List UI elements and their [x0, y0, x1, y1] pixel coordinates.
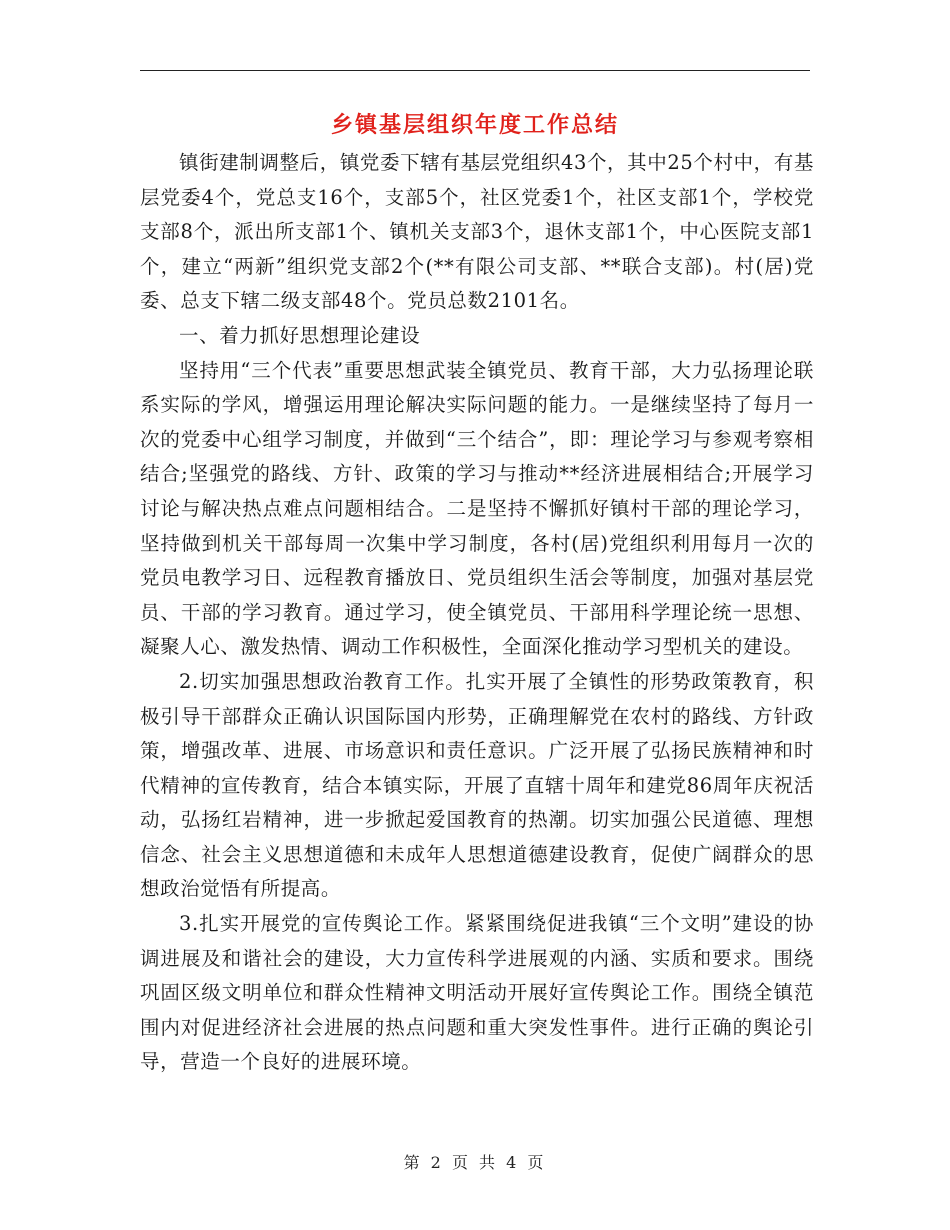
header-rule: [140, 70, 810, 71]
document-title: 乡镇基层组织年度工作总结: [330, 113, 619, 138]
paragraph-political-education: 2.切实加强思想政治教育工作。扎实开展了全镇性的形势政策教育，积极引导干部群众正确认识国际国内形势，正确理解党在农村的路线、方针政策，增强改革、进展、市场意识和责任意识。广泛开展了弘扬民族精神和时代精神的宣传教育，结合本镇实际，开展了直辖十周年和建党86周年庆祝活动，弘扬红岩精神，进一步掀起爱国教育的热潮。切实加强公民道德、理想信念、社会主义思想道德和未成年人思想道德建设教育，促使广阔群众的思想政治觉悟有所提高。: [140, 669, 814, 901]
document-body: [140, 146, 814, 1080]
paragraph-theory-study: 坚持用“三个代表”重要思想武装全镇党员、教育干部，大力弘扬理论联系实际的学风，增强运用理论解决实际问题的能力。一是继续坚持了每月一次的党委中心组学习制度，并做到“三个结合”，即：理论学习与参观考察相结合;坚强党的路线、方针、政策的学习与推动**经济进展相结合;开展学习讨论与解决热点难点问题相结合。二是坚持不懈抓好镇村干部的理论学习，坚持做到机关干部每周一次集中学习制度，各村(居)党组织利用每月一次的党员电教学习日、远程教育播放日、党员组织生活会等制度，加强对基层党员、干部的学习教育。通过学习，使全镇党员、干部用科学理论统一思想、凝聚人心、激发热情、调动工作积极性，全面深化推动学习型机关的建设。: [140, 358, 814, 659]
paragraph-organization-overview: 镇街建制调整后，镇党委下辖有基层党组织43个，其中25个村中，有基层党委4个，党总支16个，支部5个，社区党委1个，社区支部1个，学校党支部8个，派出所支部1个、镇机关支部3个，退休支部1个，中心医院支部1个，建立“两新”组织党支部2个(**有限公司支部、**联合支部)。村(居)党委、总支下辖二级支部48个。党员总数2101名。: [140, 151, 814, 313]
page-number-footer: 第 2 页 共 4 页: [403, 1153, 547, 1172]
section-heading-theory-building: 一、着力抓好思想理论建设: [179, 323, 421, 347]
paragraph-publicity-work: 3.扎实开展党的宣传舆论工作。紧紧围绕促进我镇“三个文明”建设的协调进展及和谐社会的建设，大力宣传科学进展观的内涵、实质和要求。围绕巩固区级文明单位和群众性精神文明活动开展好宣传舆论工作。围绕全镇范围内对促进经济社会进展的热点问题和重大突发性事件。进行正确的舆论引导，营造一个良好的进展环境。: [140, 912, 814, 1074]
